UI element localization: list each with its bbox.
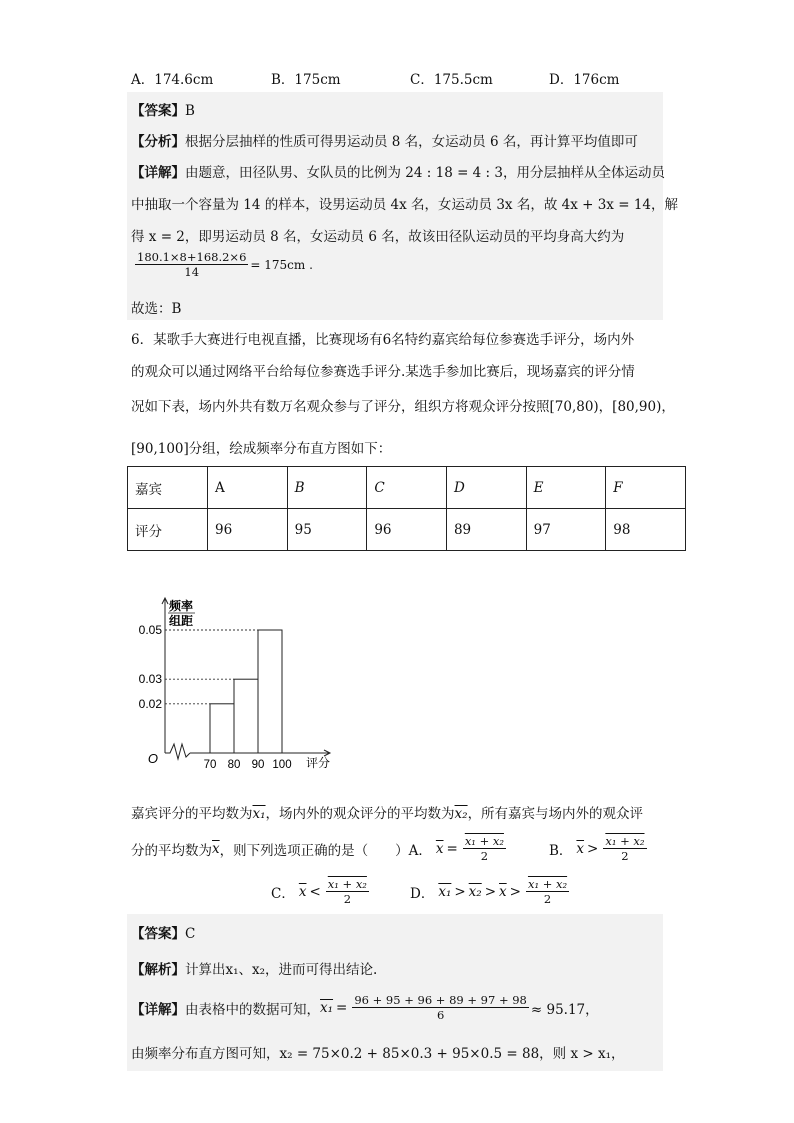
option-label: C． [271, 885, 295, 902]
axis-break-zigzag [165, 744, 190, 759]
option-c: C．175.5cm [410, 72, 493, 88]
table-cell: C [367, 467, 447, 509]
q6-question-line-2 [131, 834, 508, 864]
histogram-bar [258, 630, 282, 753]
y-tick-label: 0.03 [138, 672, 162, 687]
frequency-histogram [120, 590, 350, 780]
q6-text: ，所有嘉宾与场内外的观众评 [467, 806, 644, 822]
x-tick-label: 90 [251, 759, 265, 771]
analysis-label: 【解析】 [131, 962, 185, 978]
fraction-denominator: 2 [480, 849, 489, 864]
q6-answer [131, 922, 195, 942]
formula-denominator: 14 [184, 265, 200, 280]
option-label: D． [410, 885, 435, 902]
var-x1: x₁ [320, 999, 334, 1016]
fraction-numerator: x₁ + x₂ [527, 877, 568, 891]
q6-text: 嘉宾评分的平均数为 [131, 806, 253, 822]
x-tick-label: 80 [227, 759, 241, 771]
q5-analysis [131, 130, 638, 150]
fraction-numerator: x₁ + x₂ [327, 877, 367, 891]
fraction-denominator: 2 [343, 892, 352, 907]
table-cell: 评分 [128, 509, 208, 551]
formula-numerator: 180.1×8+168.2×6 [137, 250, 247, 264]
table-cell: A [208, 467, 288, 509]
q6-option-d [410, 877, 571, 907]
q5-formula-fraction [135, 250, 248, 280]
x-tick-label: 100 [272, 759, 292, 771]
q5-detail-line-2: 中抽取一个容量为 14 的样本，设男运动员 4x 名，女运动员 3x 名，故 4x + 3x = 14，解 [131, 197, 678, 213]
formula-result: = 175cm . [250, 257, 313, 272]
q6-question-line-1 [131, 802, 643, 822]
greater-sign: > [509, 883, 521, 900]
x-tick-label: 70 [203, 759, 217, 771]
table-cell: E [526, 467, 606, 509]
mean-fraction [603, 834, 646, 864]
q5-choose: 故选：B [131, 301, 182, 317]
var-x: $\overline{x}$ [435, 840, 444, 857]
fraction-denominator: 2 [543, 892, 552, 907]
var-x2: x₂ [454, 806, 468, 822]
var-x2: x₂ [468, 883, 482, 900]
table-cell: 95 [287, 509, 367, 551]
option-d: D．176cm [549, 72, 620, 88]
q6-text: 分的平均数为 [131, 842, 212, 859]
detail-result: ≈ 95.17， [530, 1001, 599, 1018]
greater-sign: > [454, 883, 466, 900]
mean-fraction [526, 877, 569, 907]
q6-stem-line-1: 6．某歌手大赛进行电视直播，比赛现场有6名特约嘉宾给每位参赛选手评分，场内外 [131, 332, 635, 348]
var-x1: x₁ [252, 806, 266, 822]
y-axis-label-bottom: 组距 [169, 614, 194, 628]
answer-value: B [185, 103, 195, 119]
y-axis-label-top: 频率 [169, 599, 194, 613]
analysis-label: 【分析】 [131, 134, 185, 150]
q5-answer [131, 99, 195, 119]
answer-label: 【答案】 [131, 926, 185, 942]
q5-detail-line-3: 得 x = 2，即男运动员 8 名，女运动员 6 名，故该田径队运动员的平均身高大约为 [131, 229, 625, 245]
mean-fraction [326, 877, 369, 907]
fraction-numerator: x₁ + x₂ [464, 834, 504, 848]
analysis-text: 根据分层抽样的性质可得男运动员 8 名，女运动员 6 名，再计算平均值即可 [185, 134, 638, 150]
greater-sign: > [587, 840, 599, 857]
q6-stem-line-4: [90,100]分组，绘成频率分布直方图如下： [131, 441, 392, 457]
histogram-bar [234, 679, 258, 753]
y-tick-label: 0.02 [138, 696, 162, 711]
table-cell: 98 [606, 509, 686, 551]
q6-analysis [131, 958, 377, 978]
mean-fraction [352, 993, 529, 1023]
q6-stem-line-2: 的观众可以通过网络平台给每位参赛选手评分.某选手参加比赛后，现场嘉宾的评分情 [131, 364, 635, 380]
table-row [128, 509, 686, 551]
table-cell: 89 [446, 509, 526, 551]
var-x: $\overline{x}$ [298, 883, 307, 900]
option-label: B． [549, 842, 573, 859]
detail-text: 由表格中的数据可知， [185, 1001, 320, 1018]
var-x: $\overline{x}$ [499, 883, 507, 900]
mean-fraction [463, 834, 506, 864]
table-cell: 96 [367, 509, 447, 551]
y-tick-label: 0.05 [138, 623, 162, 637]
q6-stem-line-3: 况如下表，场内外共有数万名观众参与了评分，组织方将观众评分按照[70,80)，[80,90)， [131, 399, 675, 415]
answer-value: C [185, 926, 196, 942]
q6-text: ，场内外的观众评分的平均数为 [265, 806, 455, 822]
table-cell: B [287, 467, 367, 509]
fraction-denominator: 6 [436, 1008, 445, 1023]
answer-label: 【答案】 [131, 103, 185, 119]
origin-label: O [147, 751, 158, 766]
q6-detail-line-1 [131, 993, 599, 1023]
fraction-numerator: x₁ + x₂ [605, 834, 645, 848]
option-b: B．175cm [271, 72, 341, 88]
q5-detail-line-1 [131, 161, 665, 181]
histogram-bar [210, 704, 234, 753]
var-x1: x₁ [438, 883, 452, 900]
q6-option-b [549, 834, 649, 864]
var-x: $\overline{x}$ [576, 840, 585, 857]
table-cell: 96 [208, 509, 288, 551]
greater-sign: > [484, 883, 497, 900]
table-cell: 嘉宾 [128, 467, 208, 509]
q6-detail-line-2: 由频率分布直方图可知，x₂ = 75×0.2 + 85×0.3 + 95×0.5 = 88，则 x > x₁， [131, 1046, 625, 1062]
detail-text: 由题意，田径队男、女队员的比例为 24 : 18 = 4 : 3，用分层抽样从全体运动员 [185, 165, 665, 181]
equals-sign: = [446, 840, 458, 857]
table-cell: F [606, 467, 686, 509]
option-a: A．174.6cm [131, 72, 214, 88]
table-cell: 97 [526, 509, 606, 551]
table-cell: D [446, 467, 526, 509]
fraction-denominator: 2 [621, 849, 629, 864]
q6-text: ，则下列选项正确的是（ ）A． [219, 842, 432, 859]
equals-sign: = [336, 999, 348, 1016]
fraction-numerator: 96 + 95 + 96 + 89 + 97 + 98 [354, 993, 527, 1007]
var-x: $\overline{x}$ [212, 840, 220, 857]
detail-label: 【详解】 [131, 1001, 185, 1018]
table-row [128, 467, 686, 509]
x-axis-label: 评分 [306, 756, 331, 770]
q5-formula [133, 250, 313, 280]
guest-score-table [127, 466, 686, 551]
analysis-text: 计算出x₁、x₂，进而可得出结论. [185, 962, 378, 978]
less-sign: < [309, 883, 321, 900]
q6-option-c [271, 877, 371, 907]
detail-label: 【详解】 [131, 165, 185, 181]
